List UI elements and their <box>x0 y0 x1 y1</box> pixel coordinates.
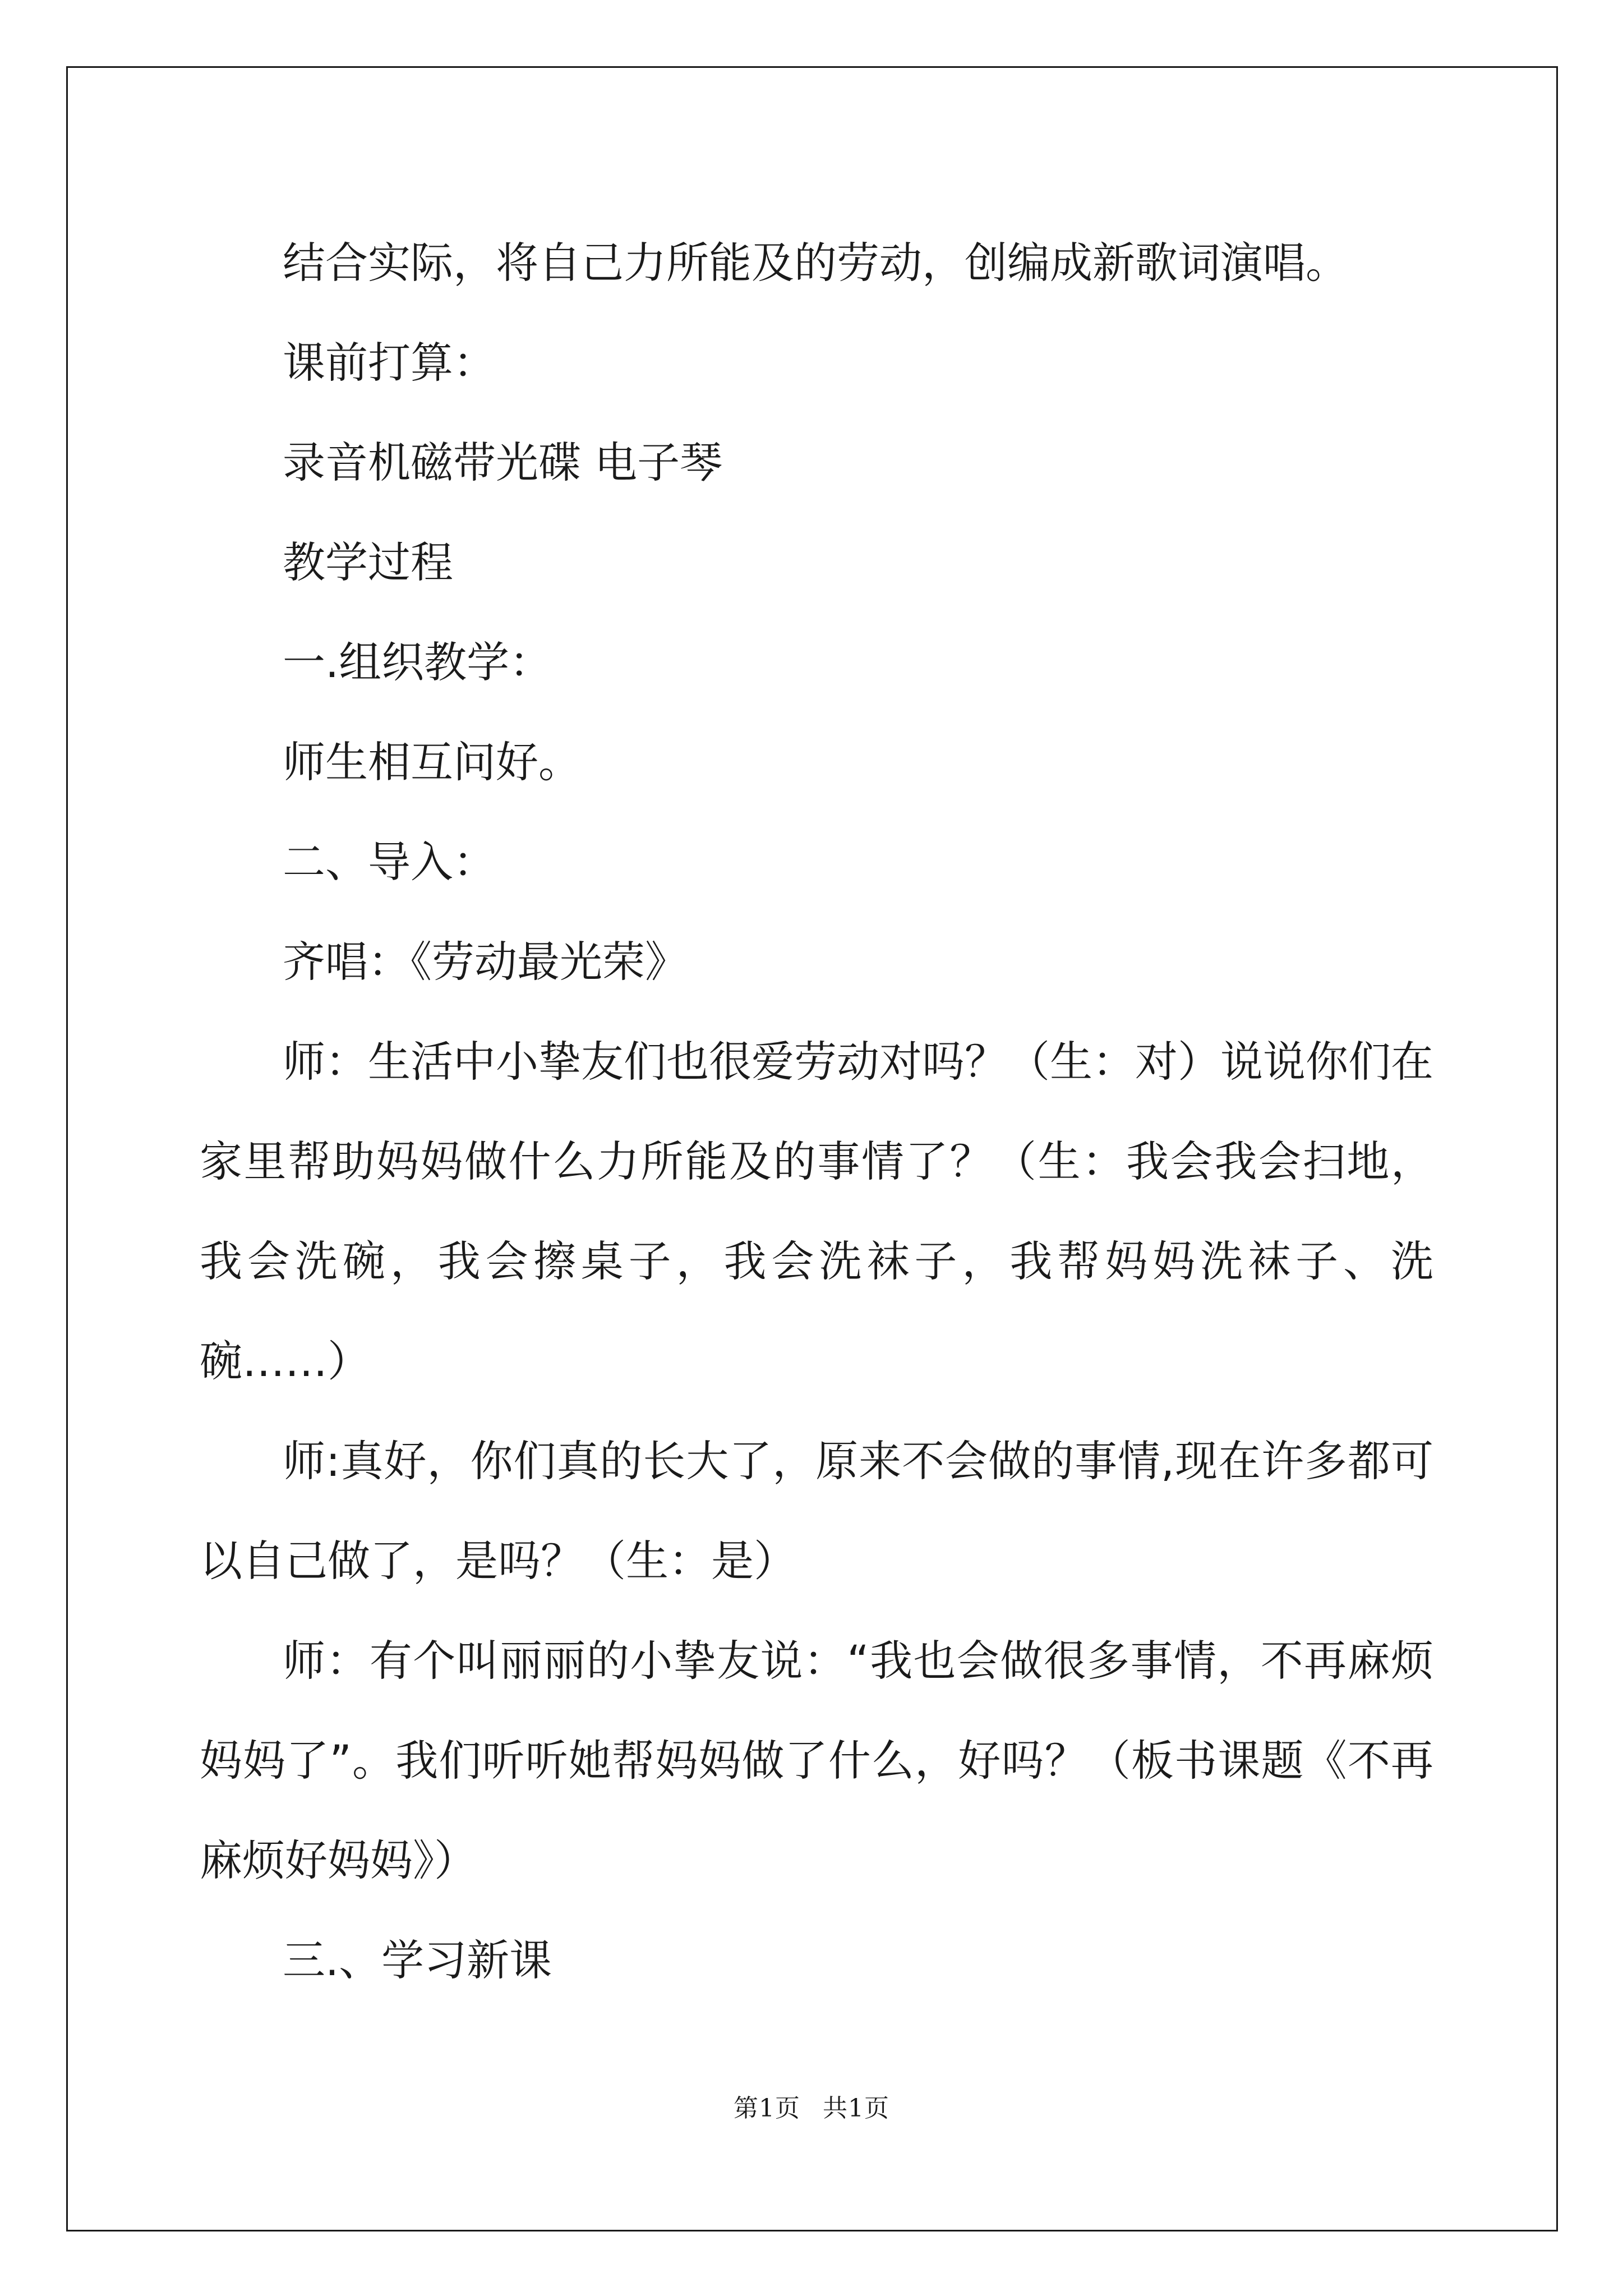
document-body <box>200 213 1433 2010</box>
section-heading: 二、导入： <box>283 837 496 887</box>
paragraph: 结合实际，将自己力所能及的劳动，创编成新歌词演唱。 <box>283 238 1348 288</box>
section-heading: 一.组织教学： <box>283 637 552 687</box>
page-number: 第1页 <box>734 2094 800 2123</box>
page-footer <box>0 2088 1623 2124</box>
page-total: 共1页 <box>823 2094 889 2123</box>
paragraph: 录音机磁带光碟 电子琴 <box>283 438 723 487</box>
paragraph: 师：有个叫丽丽的小挚友说：“我也会做很多事情，不再麻烦妈妈了”。我们听听她帮妈妈做了什么，好吗？（板书课题《不再麻烦好妈妈》） <box>200 1636 1433 1885</box>
paragraph: 师:真好，你们真的长大了，原来不会做的事情,现在许多都可以自己做了，是吗？（生：是） <box>200 1436 1433 1586</box>
paragraph: 师生相互问好。 <box>283 737 581 787</box>
section-heading: 教学过程 <box>283 537 453 587</box>
paragraph: 齐唱：《劳动最光荣》 <box>283 937 688 987</box>
paragraph: 师：生活中小挚友们也很爱劳动对吗？（生：对）说说你们在家里帮助妈妈做什么力所能及的事情了？（生：我会我会扫地，我会洗碗，我会擦桌子，我会洗袜子，我帮妈妈洗袜子、洗碗……） <box>200 1037 1433 1386</box>
paragraph: 课前打算： <box>283 338 496 388</box>
section-heading: 三.、学习新课 <box>283 1935 552 1985</box>
